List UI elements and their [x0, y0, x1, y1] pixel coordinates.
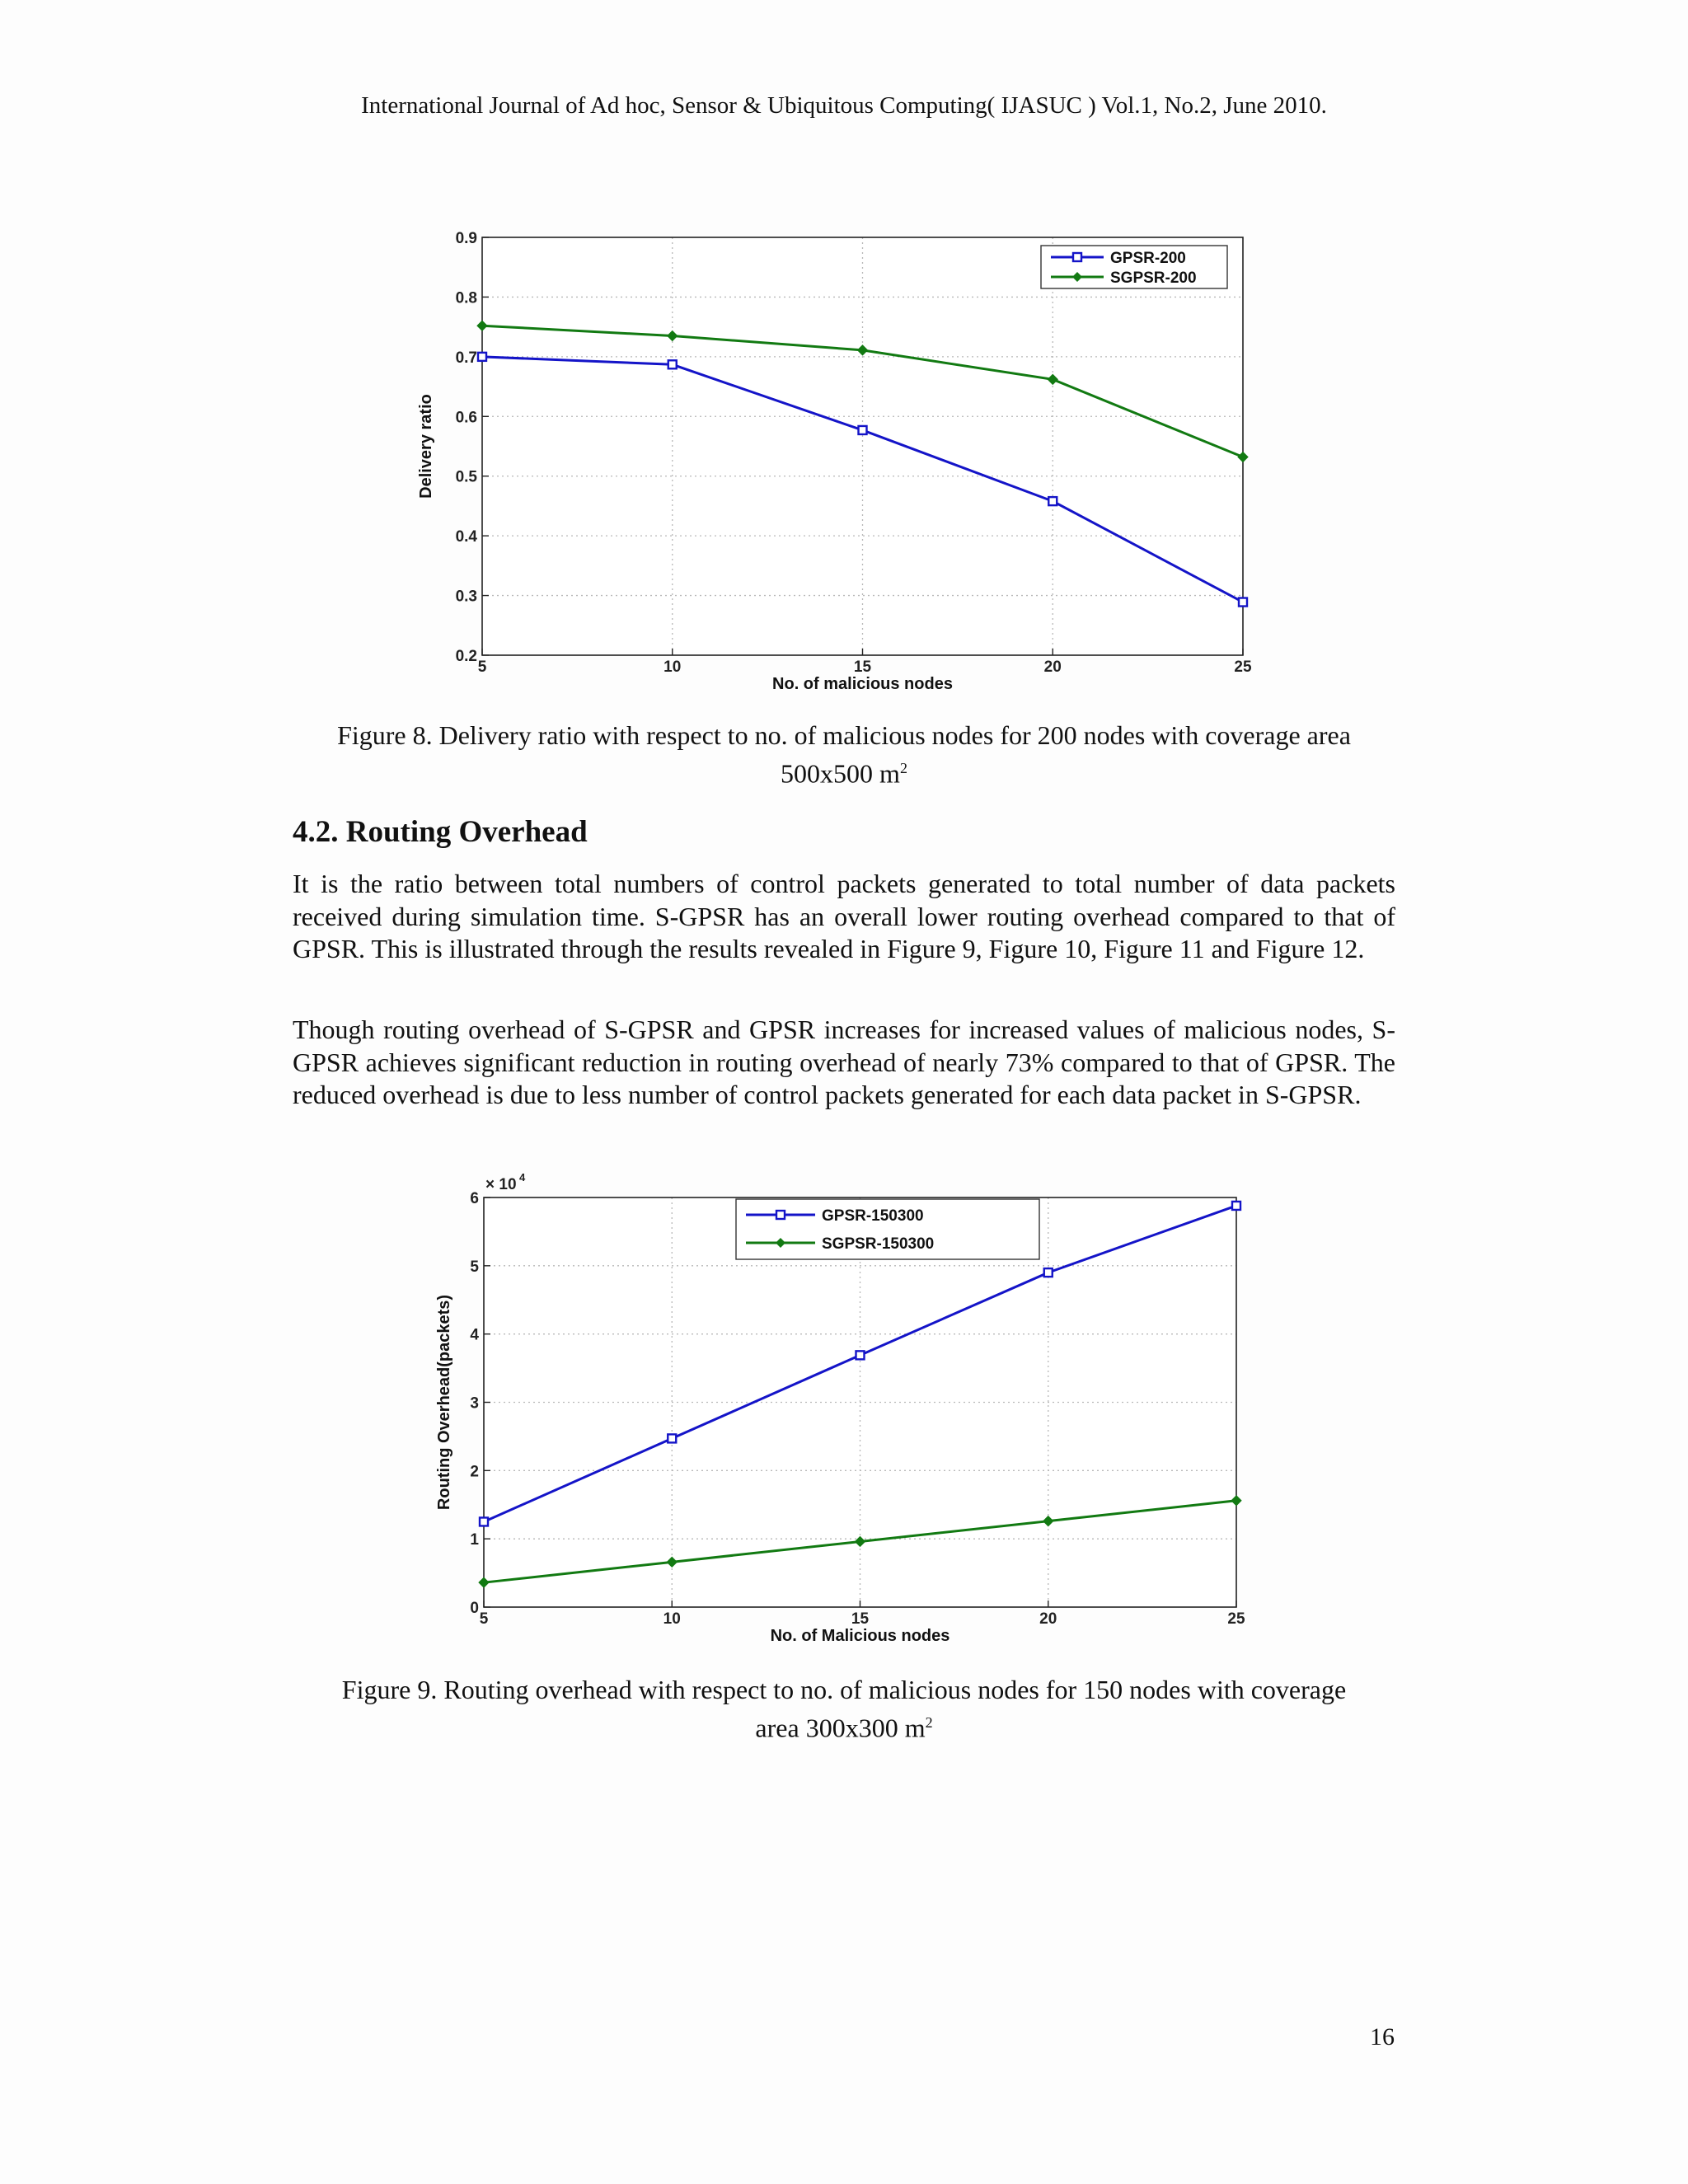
y-tick-label: 0.9 [455, 230, 477, 247]
data-point-gpsr-150300 [480, 1517, 488, 1526]
figure-9-routing-overhead-chart [0, 1170, 1688, 1657]
figure-8-caption-exponent: 2 [899, 760, 907, 776]
data-point-gpsr-150300 [1232, 1202, 1240, 1210]
figure-9-caption-text: Figure 9. Routing overhead with respect to no. of malicious nodes for 150 nodes with coverage [341, 1675, 1347, 1704]
figure-9-caption-area: area 300x300 m [755, 1713, 926, 1743]
y-tick-label: 5 [470, 1258, 479, 1276]
figure-9-caption-exponent: 2 [925, 1714, 933, 1731]
figure-8-caption-text: Figure 8. Delivery ratio with respect to no. of malicious nodes for 200 nodes with coverage area [337, 720, 1351, 750]
figure-9-caption [280, 1673, 1408, 1745]
y-tick-label: 0.6 [455, 409, 477, 427]
x-tick-label: 10 [663, 1610, 681, 1628]
data-point-gpsr-200 [1048, 497, 1057, 505]
x-tick-label: 25 [1227, 1610, 1245, 1628]
legend-label: SGPSR-200 [1110, 269, 1197, 287]
y-tick-label: 2 [470, 1463, 479, 1481]
data-point-gpsr-200 [859, 426, 867, 434]
figure-8-caption-area: 500x500 m [781, 758, 900, 789]
x-tick-label: 20 [1039, 1610, 1057, 1628]
y-tick-label: 3 [470, 1394, 479, 1413]
y-tick-label: 0 [470, 1600, 479, 1617]
y-tick-label: 1 [470, 1531, 479, 1549]
journal-header: International Journal of Ad hoc, Sensor & Ubiquitous Computing( IJASUC ) Vol.1, No.2, June 2010. [361, 92, 1327, 119]
data-point-gpsr-150300 [856, 1351, 865, 1359]
data-point-gpsr-200 [668, 360, 677, 368]
y-axis-multiplier: × 10 [485, 1176, 517, 1193]
x-tick-label: 20 [1043, 658, 1062, 676]
x-tick-label: 5 [479, 1610, 489, 1628]
x-tick-label: 10 [663, 658, 682, 676]
x-tick-label: 5 [477, 658, 487, 676]
y-axis-multiplier-exponent: 4 [519, 1171, 526, 1183]
paragraph-definition: It is the ratio between total numbers of control packets generated to total number of data packets received during simulation time. S-GPSR has an overall lower routing overhead compared to that of GPSR. This is illustrated through the results revealed in Figure 9, Figure 10, Figure 11 and Figure 12. [293, 869, 1395, 964]
legend-label: SGPSR-150300 [822, 1235, 935, 1253]
y-axis-label: Routing Overhead(packets) [435, 1294, 453, 1511]
y-tick-label: 0.7 [455, 349, 477, 367]
figure-8-delivery-ratio-chart [0, 223, 1688, 701]
data-point-gpsr-200 [478, 353, 486, 361]
figure-8-caption [280, 719, 1408, 790]
legend-marker-gpsr-150300 [776, 1211, 785, 1219]
x-tick-label: 25 [1234, 658, 1252, 676]
x-tick-label: 15 [853, 658, 872, 676]
legend-label: GPSR-200 [1110, 250, 1186, 267]
data-point-gpsr-200 [1239, 598, 1247, 607]
y-tick-label: 0.2 [455, 648, 477, 665]
page-number: 16 [1370, 2023, 1395, 2050]
data-point-gpsr-150300 [1044, 1268, 1053, 1277]
section-title: 4.2. Routing Overhead [293, 815, 588, 849]
y-tick-label: 4 [470, 1326, 479, 1344]
y-tick-label: 0.5 [455, 468, 477, 486]
y-tick-label: 0.4 [455, 528, 477, 546]
y-tick-label: 6 [470, 1190, 479, 1207]
paragraph-results: Though routing overhead of S-GPSR and GPSR increases for increased values of malicious nodes, S-GPSR achieves significant reduction in routing overhead of nearly 73% compared to that of GPSR. The reduced overhead is due to less number of control packets generated for each data packet in S-GPSR. [293, 1015, 1395, 1110]
legend-marker-gpsr-200 [1073, 253, 1081, 261]
x-axis-label: No. of malicious nodes [772, 675, 953, 693]
legend-label: GPSR-150300 [822, 1207, 924, 1225]
x-axis-label: No. of Malicious nodes [770, 1627, 950, 1645]
data-point-gpsr-150300 [668, 1434, 676, 1442]
y-tick-label: 0.8 [455, 289, 477, 307]
x-tick-label: 15 [851, 1610, 870, 1628]
y-axis-label: Delivery ratio [417, 394, 435, 499]
y-tick-label: 0.3 [455, 588, 477, 606]
